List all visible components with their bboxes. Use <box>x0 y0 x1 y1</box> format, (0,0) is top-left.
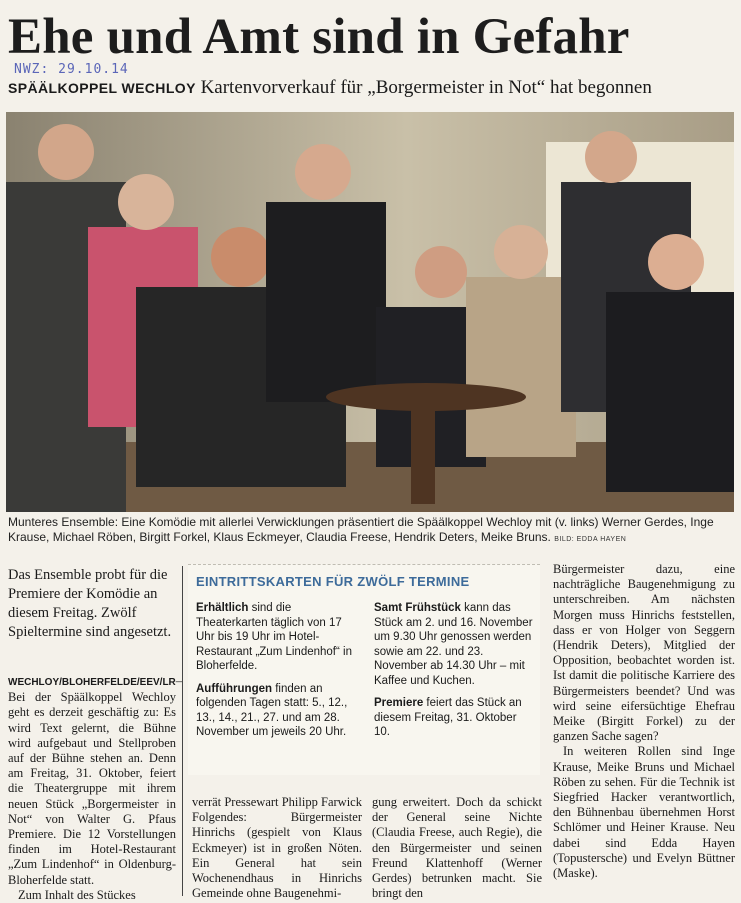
kicker <box>8 77 652 99</box>
photo-caption <box>8 515 736 547</box>
info-box-title: EINTRITTSKARTEN FÜR ZWÖLF TERMINE <box>196 574 470 589</box>
info-item: Aufführungen finden an folgenden Tagen statt: 5., 12., 13., 14., 21., 27. und am 28. November um jeweils 20 Uhr. <box>196 682 348 738</box>
caption-text: Munteres Ensemble: Eine Komödie mit allerlei Verwicklungen präsentiert die Späälkoppel Wechloy mit (v. links) Werner Gerdes, Inge Krause, Michael Röben, Birgitt Forkel, Klaus Eckmeyer, Claudia Freese, Hendrik Deters, Meike Bruns. <box>8 515 714 544</box>
info-item: Erhältlich sind die Theaterkarten täglich von 17 Uhr bis 19 Uhr im Hotel-Restaurant „Zum Lindenhof“ in Bloherfelde. <box>196 602 352 672</box>
ensemble-photo-illustration <box>6 112 734 512</box>
body-text-1: – Bei der Späälkoppel Wechloy geht es derzeit geschäftig zu: Es wird Text gelernt, die Bühne wird aufgebaut und Stellproben auf der Bühne stehen an. Denn am Freitag, 31. Oktober, feiert die Theatergruppe mit ihrem neuen Stück „Borgermeister in Not“ von Walter G. Pfaus Premiere. Die 12 Vorstellungen finden im Hotel-Restaurant „Zum Lindenhof“ in Oldenburg-Bloherfelde statt. <box>8 674 183 887</box>
body-column-1 <box>8 674 183 903</box>
info-item: Premiere feiert das Stück an diesem Freitag, 31. Oktober 10. <box>374 697 522 738</box>
info-item: Samt Frühstück kann das Stück am 2. und 16. November um 9.30 Uhr genossen werden sowie am 22. und 23. November ab 14.30 Uhr – mit Kaffee und Kuchen. <box>374 602 533 687</box>
date-stamp: NWZ: 29.10.14 <box>14 62 129 77</box>
body-text-5: In weiteren Rollen sind Inge Krause, Meike Bruns und Michael Röben zu sehen. Für die Technik ist Siegfried Hacker verantwortlich, den Bühnenbau übernehmen Horst Schlömer und Heiner Krause. Neu dabei sind Edda Hayen (Topusterschе) und Evelyn Büttner (Maske). <box>553 744 735 881</box>
body-column-4 <box>553 562 735 881</box>
kicker-subtitle: Kartenvorverkauf für „Borgermeister in Not“ hat begonnen <box>200 77 652 98</box>
headline: Ehe und Amt sind in Gefahr <box>8 9 630 65</box>
body-column-3: gung erweitert. Doch da schickt der General seine Nichte (Claudia Freese, auch Regie), die den Bürgermeister und seinen Freund Klattenhoff (Werner Gerdes) betrunken macht. Sie bringt den <box>372 795 542 901</box>
body-text-1-tail: Zum Inhalt des Stückes <box>18 887 136 902</box>
ensemble-photo <box>6 112 734 512</box>
ticket-info-box <box>188 564 540 775</box>
lead-paragraph: Das Ensemble probt für die Premiere der Komödie an diesem Freitag. Zwölf Spieltermine sind angesetzt. <box>8 567 172 640</box>
dateline: WECHLOY/BLOHERFELDE/EEV/LR <box>8 677 176 688</box>
photo-credit: BILD: EDDA HAYEN <box>554 536 627 543</box>
body-text-4: Bürgermeister dazu, eine nachträgliche Baugenehmigung zu unterschreiben. Am nächsten Morgen muss Hinrichs feststellen, dass er von Holger von Seggern (Hendrik Deters), Mitglied der Opposition, beobachtet worden ist. Ist damit die politische Karriere des Bürgermeisters beendet? Und was wird seine eifersüchtige Ehefrau Meike (Birgitt Forkel) zu der ganzen Sache sagen? <box>553 562 735 744</box>
info-box-right <box>374 601 534 748</box>
info-box-left <box>196 601 358 748</box>
column-rule <box>182 566 183 896</box>
body-column-2: verrät Pressewart Philipp Farwick Folgendes: Bürgermeister Hinrichs (gespielt von Klaus Eckmeyer) ist in großen Nöten. Ein General hat sein Wochenendhaus in Hinrichs Gemeinde ohne Baugenehmi- <box>192 795 362 901</box>
kicker-place: SPÄÄLKOPPEL WECHLOY <box>8 80 196 96</box>
